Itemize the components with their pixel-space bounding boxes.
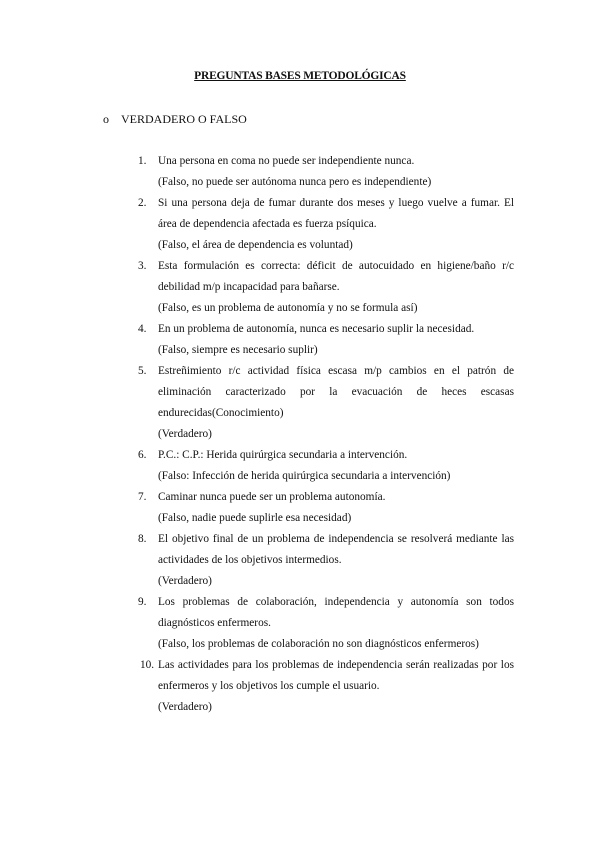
question-answer: (Verdadero) bbox=[158, 428, 212, 440]
question-statement: Los problemas de colaboración, independencia y autonomía son todos diagnósticos enfermeros. bbox=[158, 596, 514, 629]
question-statement: Si una persona deja de fumar durante dos meses y luego vuelve a fumar. El área de dependencia afectada es fuerza psíquica. bbox=[158, 197, 514, 230]
question-answer: (Falso, siempre es necesario suplir) bbox=[158, 344, 318, 356]
question-answer: (Falso, nadie puede suplirle esa necesidad) bbox=[158, 512, 352, 524]
question-number: 1. bbox=[138, 155, 147, 167]
question-number: 5. bbox=[138, 365, 147, 377]
question-answer: (Falso, los problemas de colaboración no son diagnósticos enfermeros) bbox=[158, 638, 479, 650]
question-list bbox=[0, 151, 600, 718]
question-number: 4. bbox=[138, 323, 147, 335]
question-number: 9. bbox=[138, 596, 147, 608]
question-answer: (Verdadero) bbox=[158, 575, 212, 587]
question-statement: Esta formulación es correcta: déficit de autocuidado en higiene/baño r/c debilidad m/p incapacidad para bañarse. bbox=[158, 260, 514, 293]
question-answer: (Falso, es un problema de autonomía y no se formula así) bbox=[158, 302, 418, 314]
question-number: 7. bbox=[138, 491, 147, 503]
question-number: 2. bbox=[138, 197, 147, 209]
question-item bbox=[140, 655, 514, 718]
question-item bbox=[138, 445, 514, 487]
question-statement: Una persona en coma no puede ser independiente nunca. bbox=[158, 155, 415, 167]
question-item bbox=[138, 193, 514, 256]
question-number: 6. bbox=[138, 449, 147, 461]
question-statement: Las actividades para los problemas de independencia serán realizadas por los enfermeros y los objetivos los cumple el usuario. bbox=[158, 659, 514, 692]
question-item bbox=[138, 487, 514, 529]
question-item bbox=[138, 151, 514, 193]
question-number: 8. bbox=[138, 533, 147, 545]
page-title: PREGUNTAS BASES METODOLÓGICAS bbox=[194, 70, 406, 82]
question-statement: En un problema de autonomía, nunca es necesario suplir la necesidad. bbox=[158, 323, 475, 335]
question-answer: (Falso: Infección de herida quirúrgica secundaria a intervención) bbox=[158, 470, 451, 482]
section-heading bbox=[103, 112, 247, 127]
question-statement: Estreñimiento r/c actividad física escasa m/p cambios en el patrón de eliminación caracterizado por la evacuación de heces escasas endurecidas(Conocimiento) bbox=[158, 365, 514, 419]
question-statement: Caminar nunca puede ser un problema autonomía. bbox=[158, 491, 386, 503]
question-answer: (Falso, el área de dependencia es voluntad) bbox=[158, 239, 353, 251]
question-item bbox=[138, 361, 514, 445]
section-bullet: o bbox=[103, 112, 109, 126]
question-item bbox=[138, 319, 514, 361]
question-number: 3. bbox=[138, 260, 147, 272]
question-statement: P.C.: C.P.: Herida quirúrgica secundaria a intervención. bbox=[158, 449, 408, 461]
question-item bbox=[138, 529, 514, 592]
question-item bbox=[138, 256, 514, 319]
question-answer: (Falso, no puede ser autónoma nunca pero es independiente) bbox=[158, 176, 432, 188]
section-label: VERDADERO O FALSO bbox=[121, 112, 247, 126]
question-answer: (Verdadero) bbox=[158, 701, 212, 713]
question-statement: El objetivo final de un problema de independencia se resolverá mediante las actividades de los objetivos intermedios. bbox=[158, 533, 514, 566]
question-item bbox=[138, 592, 514, 655]
question-number: 10. bbox=[140, 659, 155, 671]
